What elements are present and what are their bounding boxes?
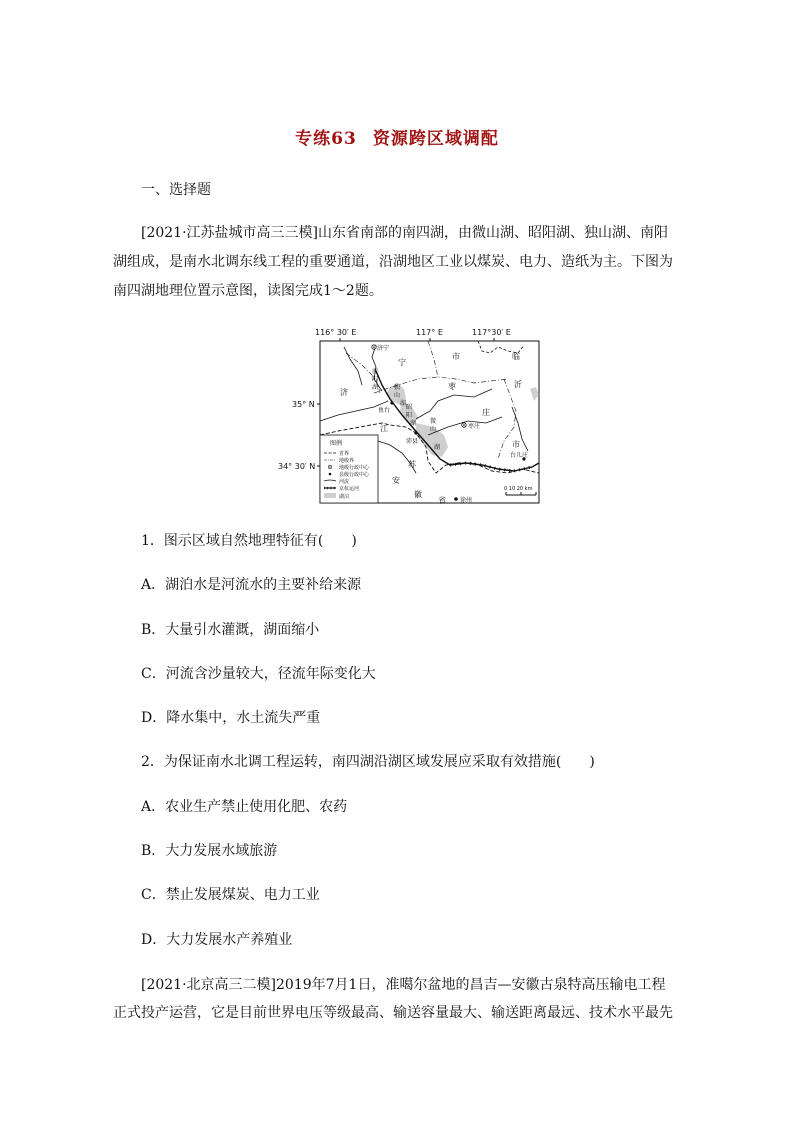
page-title — [0, 124, 794, 149]
question-1-option-a: A．湖泊水是河流水的主要补给来源 — [141, 577, 362, 593]
question-2-option-b: B．大力发展水域旅游 — [141, 843, 278, 859]
place-label: 湖 — [434, 444, 441, 451]
place-label: 省 — [438, 496, 446, 505]
place-label: 枣 — [448, 382, 456, 391]
place-label: 昭 — [406, 404, 413, 411]
peixian-city-marker — [414, 431, 417, 434]
legend-item: 省界 — [339, 451, 350, 457]
place-label: 徽 — [414, 490, 422, 499]
question-1-option-c: C．河流含沙量较大，径流年际变化大 — [141, 666, 376, 682]
passage2-line-1: [2021·北京高三二模]2019年7月1日，准噶尔盆地的昌吉—安徽古泉特高压输电工程 — [141, 977, 666, 993]
lat-label-2: 34° 30′ N — [278, 462, 316, 471]
lon-label-3: 117°30′ E — [472, 328, 511, 337]
prefecture-boundary-2 — [428, 341, 438, 377]
question-1-option-d: D．降水集中，水土流失严重 — [141, 710, 321, 726]
place-label: 湖 — [400, 400, 407, 407]
place-label: 鱼台 — [378, 407, 391, 414]
river-3 — [416, 389, 492, 419]
lat-label-1: 35° N — [292, 400, 315, 409]
passage1-line-3: 南四湖地理位置示意图，读图完成1～2题。 — [113, 283, 383, 299]
place-label: 市 — [512, 440, 520, 449]
place-label: 苏 — [408, 460, 416, 469]
place-label: 济宁 — [377, 345, 390, 352]
question-1-stem: 1．图示区域自然地理特征有( ) — [141, 533, 357, 549]
legend-item: 地级界 — [339, 458, 355, 464]
legend-item: 京杭运河 — [339, 486, 360, 492]
place-label: 阳 — [406, 412, 413, 419]
legend-item: 河流 — [339, 479, 350, 485]
place-label: 宁 — [398, 358, 406, 367]
nansi-lake-location-map — [278, 323, 550, 509]
place-label: 庄 — [482, 408, 490, 417]
lon-label-2: 117° E — [416, 328, 443, 337]
passage1-line-2: 湖组成，是南水北调东线工程的重要通道，沿湖地区工业以煤炭、电力、造纸为主。下图为 — [113, 254, 673, 270]
scale-label: 0 10 20 km — [504, 486, 533, 492]
river-5 — [344, 347, 362, 385]
legend-title: 图例 — [330, 440, 343, 447]
place-label: 徐州 — [460, 497, 473, 504]
place-label: 沂 — [514, 380, 522, 389]
place-label: 枣庄 — [468, 423, 481, 430]
legend-item: 地级行政中心 — [339, 465, 370, 471]
place-label: 台儿庄 — [510, 452, 529, 459]
title-topic: 资源跨区域调配 — [372, 129, 499, 149]
place-label: 湖 — [410, 420, 417, 427]
map-legend — [320, 435, 378, 503]
place-label: 安 — [392, 476, 400, 485]
place-label: 阳 — [372, 376, 379, 383]
place-label: 沛县 — [406, 438, 419, 445]
section-heading: 一、选择题 — [141, 182, 211, 198]
yutai-city-marker — [390, 401, 393, 404]
scale-bar — [504, 486, 536, 495]
place-label: 临 — [512, 352, 520, 361]
passage2-line-2: 正式投产运营，它是目前世界电压等级最高、输送容量最大、输送距离最远、技术水平最先 — [113, 1005, 673, 1021]
place-label: 济 — [340, 388, 348, 397]
question-2-option-a: A．农业生产禁止使用化肥、农药 — [141, 799, 348, 815]
lake-small — [530, 387, 539, 401]
question-2-option-c: C．禁止发展煤炭、电力工业 — [141, 887, 320, 903]
place-label: 湖 — [372, 384, 379, 391]
question-2-stem: 2．为保证南水北调工程运转，南四湖沿湖区域发展应采取有效措施( ) — [141, 754, 595, 770]
place-label: 山 — [394, 392, 401, 399]
passage1-line-1: [2021·江苏盐城市高三三模]山东省南部的南四湖，由微山湖、昭阳湖、独山湖、南阳 — [141, 225, 669, 241]
lon-label-1: 116° 30′ E — [315, 328, 357, 337]
place-label: 独 — [394, 384, 401, 391]
place-label: 江 — [380, 424, 388, 433]
legend-item: 湖泊 — [339, 494, 350, 500]
question-1-option-b: B．大量引水灌溉，湖面缩小 — [141, 622, 320, 638]
place-label: 微 — [430, 418, 437, 425]
title-number: 专练63 — [295, 129, 357, 149]
question-2-option-d: D．大力发展水产养殖业 — [141, 932, 293, 948]
place-label: 南 — [372, 368, 379, 375]
xuzhou-city-marker — [454, 497, 458, 501]
place-label: 山 — [430, 426, 437, 433]
legend-item: 县级行政中心 — [339, 472, 370, 478]
place-label: 市 — [452, 352, 460, 361]
